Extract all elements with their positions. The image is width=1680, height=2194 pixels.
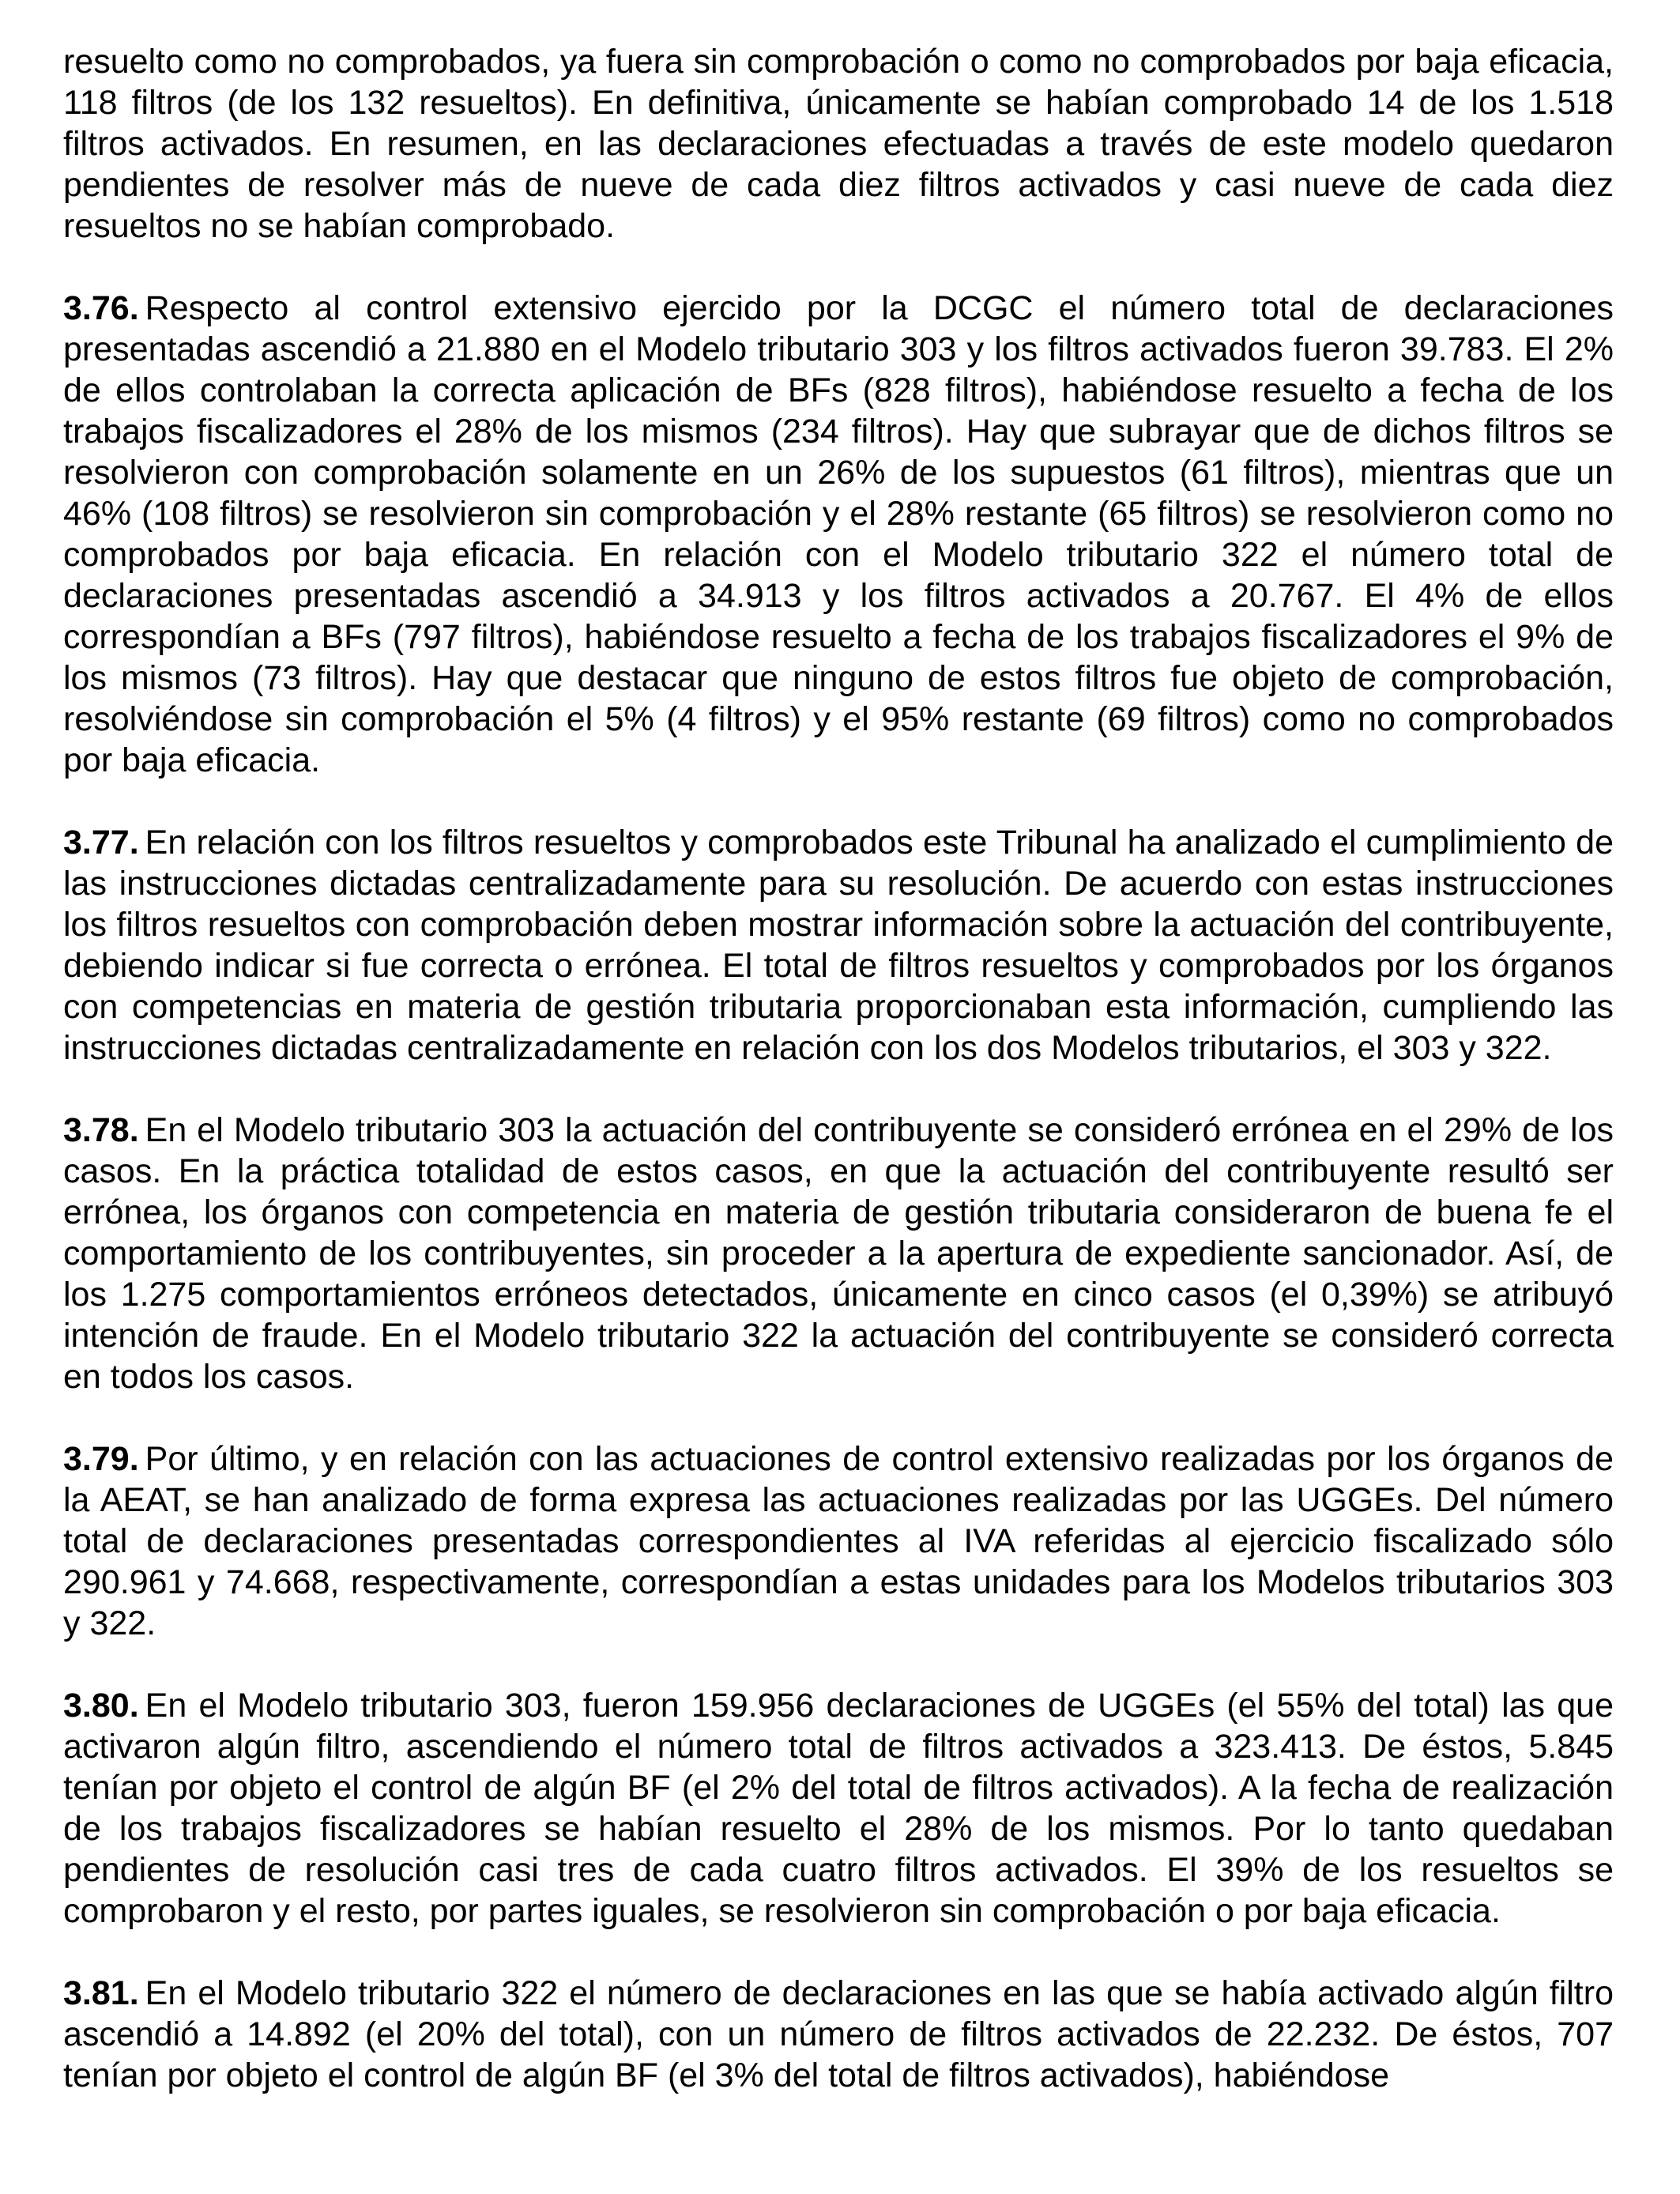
paragraph-number: 3.79. xyxy=(63,1440,139,1478)
paragraph-number: 3.80. xyxy=(63,1687,139,1725)
document-page xyxy=(63,41,1614,2137)
paragraph-3-81 xyxy=(63,1973,1614,2096)
paragraph-continuation xyxy=(63,41,1614,247)
paragraph-text: En el Modelo tributario 303 la actuación del contribuyente se consideró errónea en el 29% de los casos. En la práctica totalidad de estos casos, en que la actuación del contribuyente resultó ser errónea, los órganos con competencia en materia de gestión tributaria consideraron de buena fe el comportamiento de los contribuyentes, sin proceder a la apertura de expediente sancionador. Así, de los 1.275 comportamientos erróneos detectados, únicamente en cinco casos (el 0,39%) se atribuyó intención de fraude. En el Modelo tributario 322 la actuación del contribuyente se consideró correcta en todos los casos. xyxy=(63,1111,1614,1396)
paragraph-text: Respecto al control extensivo ejercido por la DCGC el número total de declaraciones presentadas ascendió a 21.880 en el Modelo tributario 303 y los filtros activados fueron 39.783. El 2% de ellos controlaban la correcta aplicación de BFs (828 filtros), habiéndose resuelto a fecha de los trabajos fiscalizadores el 28% de los mismos (234 filtros). Hay que subrayar que de dichos filtros se resolvieron con comprobación solamente en un 26% de los supuestos (61 filtros), mientras que un 46% (108 filtros) se resolvieron sin comprobación y el 28% restante (65 filtros) se resolvieron como no comprobados por baja eficacia. En relación con el Modelo tributario 322 el número total de declaraciones presentadas ascendió a 34.913 y los filtros activados a 20.767. El 4% de ellos correspondían a BFs (797 filtros), habiéndose resuelto a fecha de los trabajos fiscalizadores el 9% de los mismos (73 filtros). Hay que destacar que ninguno de estos filtros fue objeto de comprobación, resolviéndose sin comprobación el 5% (4 filtros) y el 95% restante (69 filtros) como no comprobados por baja eficacia. xyxy=(63,289,1614,779)
paragraph-text: En el Modelo tributario 303, fueron 159.956 declaraciones de UGGEs (el 55% del total) las que activaron algún filtro, ascendiendo el número total de filtros activados a 323.413. De éstos, 5.845 tenían por objeto el control de algún BF (el 2% del total de filtros activados). A la fecha de realización de los trabajos fiscalizadores se habían resuelto el 28% de los mismos. Por lo tanto quedaban pendientes de resolución casi tres de cada cuatro filtros activados. El 39% de los resueltos se comprobaron y el resto, por partes iguales, se resolvieron sin comprobación o por baja eficacia. xyxy=(63,1687,1614,1930)
paragraph-3-80 xyxy=(63,1685,1614,1932)
paragraph-number: 3.78. xyxy=(63,1111,139,1149)
paragraph-text: Por último, y en relación con las actuaciones de control extensivo realizadas por los órganos de la AEAT, se han analizado de forma expresa las actuaciones realizadas por las UGGEs. Del número total de declaraciones presentadas correspondientes al IVA referidas al ejercicio fiscalizado sólo 290.961 y 74.668, respectivamente, correspondían a estas unidades para los Modelos tributarios 303 y 322. xyxy=(63,1440,1614,1642)
paragraph-number: 3.76. xyxy=(63,289,139,327)
paragraph-3-77 xyxy=(63,822,1614,1069)
paragraph-text: resuelto como no comprobados, ya fuera sin comprobación o como no comprobados por baja eficacia, 118 filtros (de los 132 resueltos). En definitiva, únicamente se habían comprobado 14 de los 1.518 filtros activados. En resumen, en las declaraciones efectuadas a través de este modelo quedaron pendientes de resolver más de nueve de cada diez filtros activados y casi nueve de cada diez resueltos no se habían comprobado. xyxy=(63,43,1614,245)
paragraph-3-76 xyxy=(63,288,1614,781)
paragraph-text: En relación con los filtros resueltos y comprobados este Tribunal ha analizado el cumplimiento de las instrucciones dictadas centralizadamente para su resolución. De acuerdo con estas instrucciones los filtros resueltos con comprobación deben mostrar información sobre la actuación del contribuyente, debiendo indicar si fue correcta o errónea. El total de filtros resueltos y comprobados por los órganos con competencias en materia de gestión tributaria proporcionaban esta información, cumpliendo las instrucciones dictadas centralizadamente en relación con los dos Modelos tributarios, el 303 y 322. xyxy=(63,824,1614,1067)
paragraph-3-79 xyxy=(63,1438,1614,1644)
paragraph-number: 3.81. xyxy=(63,1974,139,2012)
paragraph-number: 3.77. xyxy=(63,824,139,861)
paragraph-3-78 xyxy=(63,1110,1614,1397)
paragraph-text: En el Modelo tributario 322 el número de declaraciones en las que se había activado algún filtro ascendió a 14.892 (el 20% del total), con un número de filtros activados de 22.232. De éstos, 707 tenían por objeto el control de algún BF (el 3% del total de filtros activados), habiéndose xyxy=(63,1974,1614,2094)
